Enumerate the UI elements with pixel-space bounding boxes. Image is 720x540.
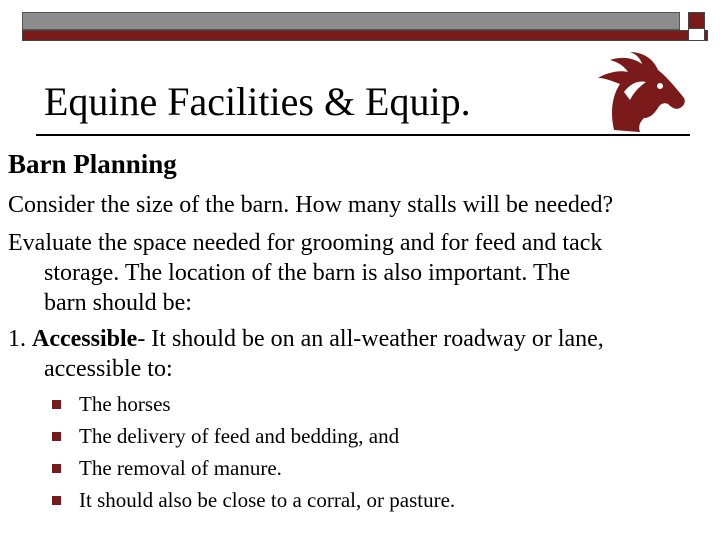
square-bullet-icon: [52, 432, 61, 441]
list-item: [48, 420, 455, 452]
top-decorative-bar: [0, 0, 720, 48]
square-bullet-icon: [52, 464, 61, 473]
section-heading: Barn Planning: [8, 149, 177, 179]
horse-head-logo-icon: [584, 52, 688, 134]
white-corner-square: [688, 28, 705, 41]
square-bullet-icon: [52, 400, 61, 409]
list-item-text: The removal of manure.: [79, 456, 282, 480]
maroon-header-stripe: [22, 30, 708, 41]
paragraph-line: Evaluate the space needed for grooming and for feed and tack: [8, 230, 603, 256]
list-item: [48, 484, 455, 516]
bullet-list: [48, 388, 455, 516]
gray-header-bar: [22, 12, 680, 30]
list-item: [48, 452, 455, 484]
numbered-item-accessible: [8, 324, 714, 384]
title-underline: [36, 134, 690, 136]
item-continuation: accessible to:: [44, 356, 173, 382]
item-number: 1.: [8, 326, 32, 352]
square-bullet-icon: [52, 496, 61, 505]
list-item: [48, 388, 455, 420]
paragraph-stall-count: Consider the size of the barn. How many stalls will be needed?: [8, 192, 614, 218]
paragraph-line: storage. The location of the barn is also important. The: [44, 260, 571, 286]
paragraph-line: barn should be:: [44, 290, 192, 316]
slide-title: Equine Facilities & Equip.: [44, 79, 471, 124]
paragraph-space-location: [8, 228, 714, 318]
list-item-text: The delivery of feed and bedding, and: [79, 424, 400, 448]
item-text: - It should be on an all-weather roadway or lane,: [137, 326, 604, 352]
list-item-text: The horses: [79, 392, 171, 416]
item-bold-term: Accessible: [32, 326, 138, 352]
list-item-text: It should also be close to a corral, or pasture.: [79, 488, 456, 512]
maroon-corner-square: [688, 12, 705, 29]
